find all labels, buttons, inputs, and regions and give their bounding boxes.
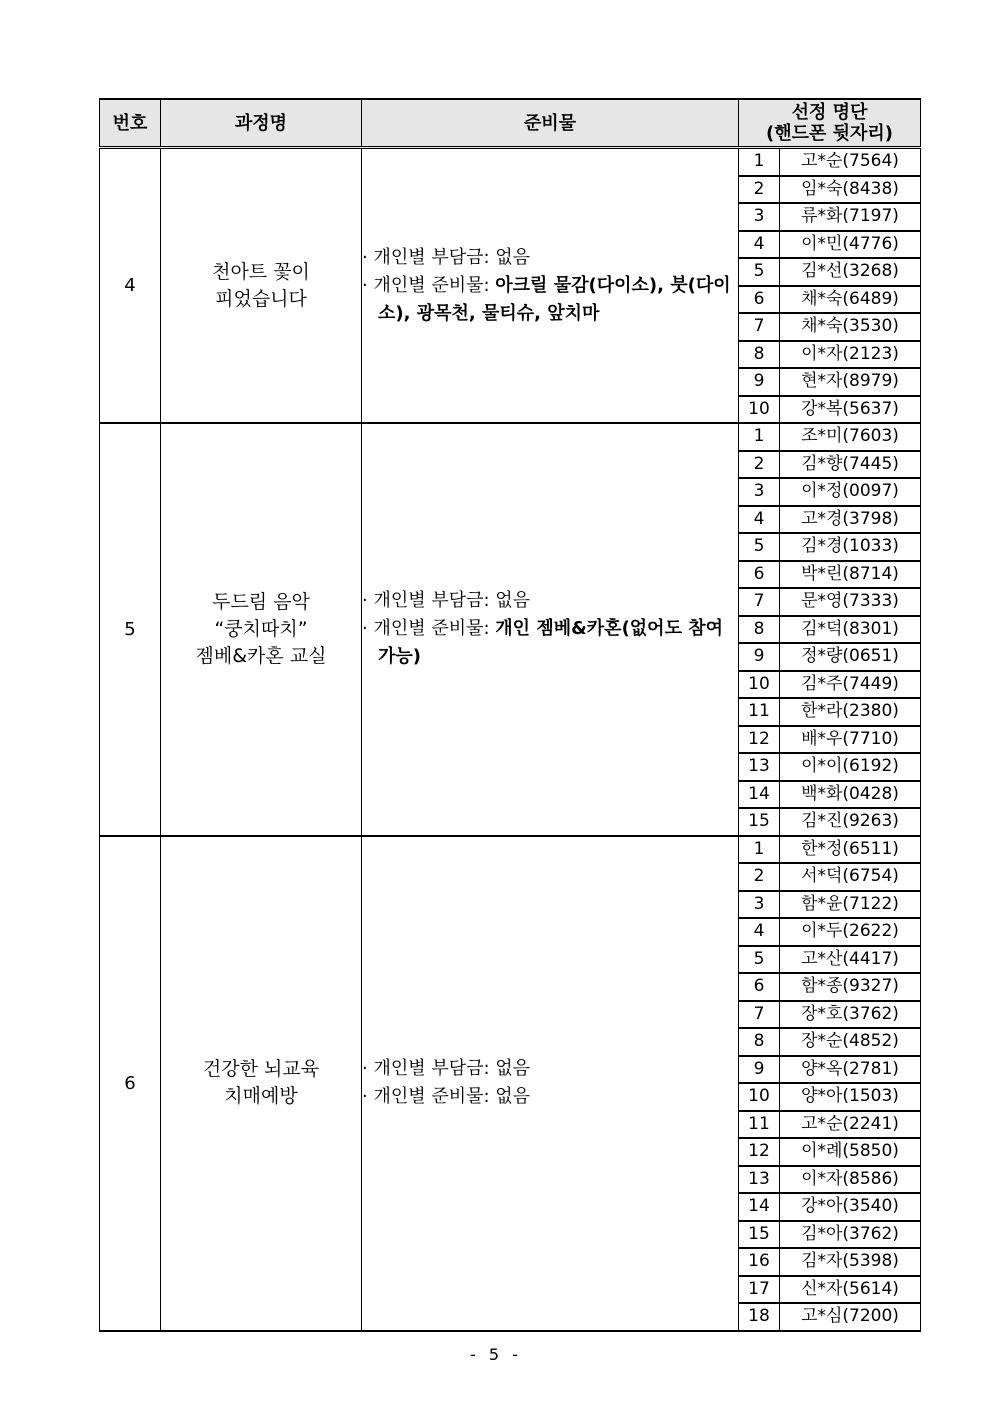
list-item	[739, 726, 920, 754]
list-item-name: 이*례(5850)	[780, 1138, 921, 1166]
list-item-index: 12	[739, 1138, 780, 1166]
list-item-index: 8	[739, 341, 780, 369]
course-name-line: 치매예방	[224, 1085, 298, 1107]
list-item-name: 김*자(5398)	[780, 1248, 921, 1276]
list-item-name: 고*경(3798)	[780, 506, 921, 534]
table-row	[100, 423, 921, 836]
course-name	[161, 423, 362, 836]
list-item-index: 14	[739, 1193, 780, 1221]
fee-line: · 개인별 부담금: 없음	[362, 246, 531, 268]
list-item	[739, 1166, 920, 1194]
list-item-name: 채*숙(3530)	[780, 313, 921, 341]
list-item-index: 14	[739, 781, 780, 809]
list-item-index: 4	[739, 506, 780, 534]
list-item-index: 10	[739, 671, 780, 699]
list-item-index: 5	[739, 258, 780, 286]
list-item	[739, 891, 920, 919]
list-item-name: 양*옥(2781)	[780, 1056, 921, 1084]
list-item	[739, 808, 920, 835]
list-item	[739, 451, 920, 479]
list-item	[739, 396, 920, 423]
list-item-name: 한*정(6511)	[780, 837, 921, 864]
list-item-index: 6	[739, 286, 780, 314]
items-line	[362, 1083, 738, 1111]
items-line	[362, 615, 738, 671]
list-item-index: 5	[739, 533, 780, 561]
list-item-name: 채*숙(6489)	[780, 286, 921, 314]
list-item-name: 한*라(2380)	[780, 698, 921, 726]
list-item	[739, 176, 920, 204]
list-item	[739, 918, 920, 946]
list-item-name: 현*자(8979)	[780, 368, 921, 396]
list-item-name: 서*덕(6754)	[780, 863, 921, 891]
page-number: - 5 -	[470, 1345, 522, 1364]
course-name-line: “쿵치따치”	[214, 617, 308, 640]
list-item-index: 8	[739, 616, 780, 644]
list-item-index: 2	[739, 451, 780, 479]
list-item-name: 김*선(3268)	[780, 258, 921, 286]
table-row	[100, 836, 921, 1331]
list-item-name: 고*순(7564)	[780, 149, 921, 176]
list-item	[739, 149, 920, 176]
list-item	[739, 1138, 920, 1166]
list-item-index: 7	[739, 588, 780, 616]
list-item	[739, 753, 920, 781]
list-item-index: 2	[739, 863, 780, 891]
list-item-index: 10	[739, 396, 780, 423]
header-row	[100, 99, 921, 148]
list-item	[739, 588, 920, 616]
list-item-index: 5	[739, 946, 780, 974]
list-item-index: 3	[739, 891, 780, 919]
list-item-name: 장*순(4852)	[780, 1028, 921, 1056]
list-item-name: 이*정(0097)	[780, 478, 921, 506]
list-item-index: 1	[739, 837, 780, 864]
table-body	[100, 148, 921, 1331]
list-item	[739, 1276, 920, 1304]
list-item-name: 임*숙(8438)	[780, 176, 921, 204]
list-item	[739, 341, 920, 369]
selected-list	[739, 148, 921, 424]
list-item-name: 강*아(3540)	[780, 1193, 921, 1221]
list-item-name: 김*아(3762)	[780, 1221, 921, 1249]
list-item-name: 박*린(8714)	[780, 561, 921, 589]
course-name-line: 피었습니다	[215, 287, 307, 310]
header-prep: 준비물	[362, 99, 739, 148]
list-item	[739, 1248, 920, 1276]
list-item-name: 장*호(3762)	[780, 1001, 921, 1029]
list-item-index: 11	[739, 1111, 780, 1139]
list-item-index: 17	[739, 1276, 780, 1304]
list-item	[739, 1056, 920, 1084]
list-item-name: 함*윤(7122)	[780, 891, 921, 919]
course-name-line: 두드림 음악	[212, 590, 310, 613]
list-item	[739, 973, 920, 1001]
list-item-name: 조*미(7603)	[780, 424, 921, 451]
list-item-index: 9	[739, 368, 780, 396]
list-item	[739, 561, 920, 589]
list-item-index: 1	[739, 424, 780, 451]
list-item-index: 9	[739, 1056, 780, 1084]
list-item	[739, 863, 920, 891]
header-selected-line2: (핸드폰 뒷자리)	[765, 123, 894, 144]
course-number: 4	[100, 148, 161, 424]
list-item-index: 4	[739, 231, 780, 259]
list-item-index: 18	[739, 1303, 780, 1330]
selected-list	[739, 423, 921, 836]
list-item-name: 김*진(9263)	[801, 811, 899, 832]
selected-list-table	[739, 149, 920, 422]
list-item-name: 류*화(7197)	[780, 203, 921, 231]
list-item-index: 15	[739, 808, 780, 835]
list-item-index: 9	[739, 643, 780, 671]
course-name	[161, 148, 362, 424]
list-item-name: 양*아(1503)	[780, 1083, 921, 1111]
course-name-line: 젬베&카혼 교실	[195, 644, 327, 667]
list-item-index: 6	[739, 561, 780, 589]
list-item	[739, 231, 920, 259]
header-num: 번호	[100, 99, 161, 148]
list-item-index: 12	[739, 726, 780, 754]
list-item-name: 김*덕(8301)	[780, 616, 921, 644]
items-line	[362, 272, 738, 328]
list-item	[739, 424, 920, 451]
course-name-line: 건강한 뇌교육	[202, 1058, 320, 1080]
list-item	[739, 368, 920, 396]
preparation	[362, 148, 739, 424]
items-detail: 개인 젬베&카혼(없어도 참여 가능)	[378, 618, 724, 668]
list-item	[739, 506, 920, 534]
course-name	[161, 836, 362, 1331]
list-item	[739, 1193, 920, 1221]
list-item-index: 7	[739, 313, 780, 341]
list-item-name: 백*화(0428)	[780, 781, 921, 809]
list-item-index: 16	[739, 1248, 780, 1276]
list-item-name: 고*순(2241)	[780, 1111, 921, 1139]
list-item-index: 13	[739, 753, 780, 781]
list-item	[739, 258, 920, 286]
header-course: 과정명	[161, 99, 362, 148]
list-item-name: 배*우(7710)	[780, 726, 921, 754]
list-item-index: 8	[739, 1028, 780, 1056]
list-item-name: 김*경(1033)	[780, 533, 921, 561]
list-item-name: 정*량(0651)	[780, 643, 921, 671]
list-item-name: 이*민(4776)	[780, 231, 921, 259]
list-item-index: 4	[739, 918, 780, 946]
list-item	[739, 671, 920, 699]
list-item-name: 문*영(7333)	[780, 588, 921, 616]
course-number: 5	[100, 423, 161, 836]
list-item	[739, 286, 920, 314]
list-item	[739, 1303, 920, 1330]
list-item	[739, 781, 920, 809]
list-item-name: 고*심(7200)	[801, 1306, 899, 1327]
list-item-name: 이*자(8586)	[780, 1166, 921, 1194]
list-item	[739, 1001, 920, 1029]
selected-list	[739, 836, 921, 1331]
list-item-index: 1	[739, 149, 780, 176]
list-item-index: 7	[739, 1001, 780, 1029]
selected-list-table	[739, 837, 920, 1330]
list-item-index: 10	[739, 1083, 780, 1111]
preparation	[362, 423, 739, 836]
list-item-index: 2	[739, 176, 780, 204]
items-label: · 개인별 준비물: 없음	[362, 1086, 531, 1107]
list-item-index: 11	[739, 698, 780, 726]
list-item-name: 김*주(7449)	[780, 671, 921, 699]
list-item-index: 13	[739, 1166, 780, 1194]
list-item	[739, 313, 920, 341]
course-name-line: 천아트 꽃이	[212, 260, 310, 283]
list-item-name: 이*두(2622)	[780, 918, 921, 946]
list-item	[739, 1083, 920, 1111]
items-detail: 아크릴 물감(다이소), 붓(다이소), 광목천, 물티슈, 앞치마	[378, 274, 731, 324]
header-selected	[739, 99, 921, 148]
list-item	[739, 203, 920, 231]
list-item-name: 이*이(6192)	[780, 753, 921, 781]
list-item-name: 강*복(5637)	[801, 398, 899, 419]
items-label: · 개인별 준비물:	[362, 274, 496, 296]
list-item	[739, 533, 920, 561]
items-label: · 개인별 준비물:	[362, 618, 496, 640]
header-selected-line1: 선정 명단	[791, 102, 868, 123]
list-item	[739, 1028, 920, 1056]
fee-line: · 개인별 부담금: 없음	[362, 1058, 531, 1079]
selection-table	[99, 98, 921, 1332]
course-number: 6	[100, 836, 161, 1331]
list-item-name: 고*산(4417)	[780, 946, 921, 974]
list-item	[739, 1221, 920, 1249]
selected-list-table	[739, 424, 920, 835]
fee-line: · 개인별 부담금: 없음	[362, 590, 531, 612]
list-item-index: 3	[739, 478, 780, 506]
list-item-name: 이*자(2123)	[780, 341, 921, 369]
list-item	[739, 698, 920, 726]
list-item-index: 6	[739, 973, 780, 1001]
list-item	[739, 478, 920, 506]
list-item-name: 김*향(7445)	[780, 451, 921, 479]
table-row	[100, 148, 921, 424]
list-item	[739, 837, 920, 864]
list-item	[739, 616, 920, 644]
list-item	[739, 946, 920, 974]
list-item	[739, 643, 920, 671]
list-item-index: 15	[739, 1221, 780, 1249]
preparation	[362, 836, 739, 1331]
list-item	[739, 1111, 920, 1139]
list-item-name: 함*종(9327)	[780, 973, 921, 1001]
list-item-name: 신*자(5614)	[780, 1276, 921, 1304]
list-item-index: 3	[739, 203, 780, 231]
